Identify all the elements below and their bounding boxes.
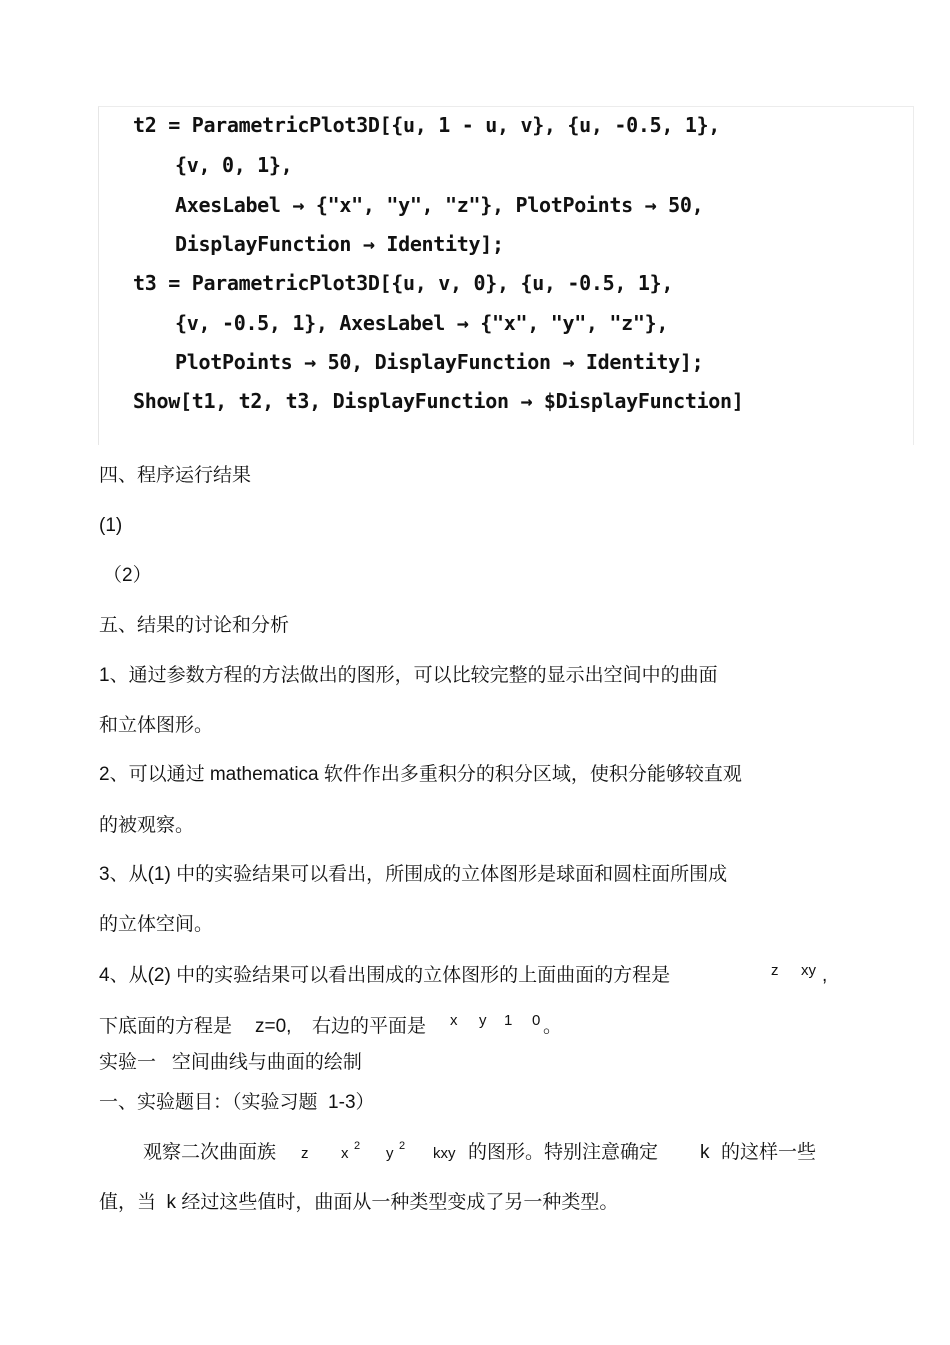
paragraph-text: 右边的平面是: [312, 1016, 427, 1037]
equation-var: x: [341, 1145, 349, 1162]
paragraph-line: 下底面的方程是: [99, 1016, 233, 1037]
paragraph-line: 的被观察。: [99, 815, 195, 836]
question-text: 值，当 k 经过这些值时，曲面从一种类型变成了另一种类型。: [99, 1192, 619, 1213]
equation-var: kxy: [433, 1145, 456, 1162]
equation-var: z: [301, 1145, 309, 1162]
result-item: （2）: [103, 565, 152, 586]
code-line: DisplayFunction → Identity];: [175, 232, 504, 256]
result-item: (1): [99, 515, 123, 536]
code-line: {v, -0.5, 1}, AxesLabel → {"x", "y", "z"},: [175, 311, 669, 335]
punctuation: ,: [822, 965, 828, 986]
code-line: Show[t1, t2, t3, DisplayFunction → $DisplayFunction]: [133, 389, 744, 413]
paragraph-line: 3、从(1) 中的实验结果可以看出，所围成的立体图形是球面和圆柱面所围成: [99, 864, 728, 885]
equation-var: 0: [532, 1012, 541, 1029]
code-block: [98, 106, 914, 445]
code-line: {v, 0, 1},: [175, 153, 293, 177]
paragraph-line: 1、通过参数方程的方法做出的图形，可以比较完整的显示出空间中的曲面: [99, 665, 718, 686]
paragraph-line: 4、从(2) 中的实验结果可以看出围成的立体图形的上面曲面的方程是: [99, 965, 671, 986]
punctuation: 。: [543, 1016, 563, 1037]
paragraph-line: 和立体图形。: [99, 715, 214, 736]
equation-var: xy: [801, 962, 816, 979]
equation-exponent: 2: [399, 1140, 406, 1152]
paragraph-line: 2、可以通过 mathematica 软件作出多重积分的积分区域，使积分能够较直观: [99, 764, 742, 785]
code-line: AxesLabel → {"x", "y", "z"}, PlotPoints → 50,: [175, 193, 704, 217]
code-line: t2 = ParametricPlot3D[{u, 1 - u, v}, {u, -0.5, 1},: [133, 113, 721, 137]
section-heading: 五、结果的讨论和分析: [99, 615, 290, 636]
section-heading: 四、程序运行结果: [99, 465, 252, 486]
question-text: 的图形。特别注意确定: [468, 1142, 659, 1163]
equation-var: z: [771, 962, 779, 979]
equation-exponent: 2: [354, 1140, 361, 1152]
question-text: k: [700, 1142, 710, 1163]
paragraph-line: 的立体空间。: [99, 914, 214, 935]
experiment-title: 实验一 空间曲线与曲面的绘制: [99, 1052, 362, 1073]
question-text: 观察二次曲面族: [143, 1142, 277, 1163]
equation-var: y: [386, 1145, 394, 1162]
code-line: t3 = ParametricPlot3D[{u, v, 0}, {u, -0.5, 1},: [133, 271, 674, 295]
equation-var: y: [479, 1012, 487, 1029]
code-line: PlotPoints → 50, DisplayFunction → Identity];: [175, 350, 704, 374]
paragraph-text: z=0,: [255, 1016, 292, 1037]
equation-var: x: [450, 1012, 458, 1029]
question-heading: 一、实验题目：（实验习题 1-3）: [99, 1092, 375, 1113]
equation-var: 1: [504, 1012, 513, 1029]
question-text: 的这样一些: [721, 1142, 817, 1163]
